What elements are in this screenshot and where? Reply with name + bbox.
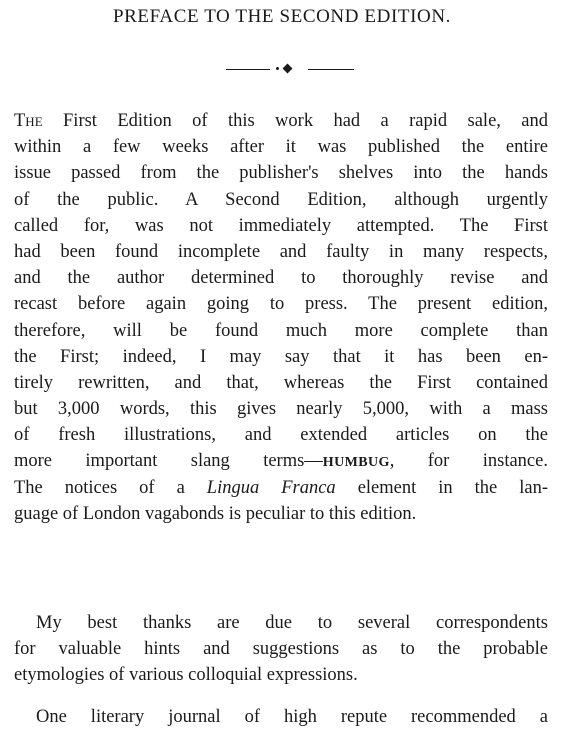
text-run: My best thanks are due to several correspondents [36, 613, 548, 633]
text-run: tirely rewritten, and that, whereas the First contained [14, 372, 548, 393]
text-run: One literary journal of high repute recommended a [36, 707, 548, 727]
text-line [14, 134, 548, 160]
text-run: etymologies of various colloquial expressions. [14, 665, 358, 686]
text-run: The notices of a [14, 477, 207, 498]
ornament-diamond-icon [283, 64, 293, 74]
text-run: guage of London vagabonds is peculiar to this edition. [14, 503, 417, 524]
text-line [14, 448, 548, 474]
text-run: recast before again going to press. The present edition, [14, 294, 548, 315]
ornament-right-rule [308, 69, 354, 70]
paragraph-2 [14, 610, 548, 689]
text-run: issue passed from the publisher's shelves into the hands [14, 163, 548, 184]
text-line [14, 291, 548, 317]
text-line [14, 501, 548, 527]
italic-term: Lingua Franca [206, 477, 336, 498]
text-line [14, 370, 548, 396]
page-heading: PREFACE TO THE SECOND EDITION. [112, 6, 452, 27]
text-line [14, 160, 548, 186]
text-line [14, 108, 548, 134]
text-run: and the author determined to thoroughly revise and [14, 268, 548, 289]
text-run: of fresh illustrations, and extended articles on the [14, 425, 548, 446]
text-run: of the public. A Second Edition, although urgently [14, 189, 548, 210]
text-run: called for, was not immediately attempted. The First [14, 215, 548, 236]
text-line [14, 213, 548, 239]
text-run: but 3,000 words, this gives nearly 5,000, with a mass [14, 399, 548, 420]
text-run: , for instance. [389, 451, 548, 472]
text-line [14, 704, 548, 730]
slang-term: HUMBUG [322, 455, 390, 471]
text-run: element in the lan- [335, 477, 548, 498]
paragraph-3 [14, 704, 548, 730]
text-run: First Edition of this work had a rapid sale, and [42, 111, 548, 131]
ornamental-rule-icon [226, 62, 354, 76]
text-line [14, 636, 548, 662]
paragraph-1 [14, 108, 548, 527]
smallcaps-word: The [14, 111, 43, 131]
text-line [14, 239, 548, 265]
text-line [14, 610, 548, 636]
ornament-left-rule [226, 69, 270, 70]
text-run: within a few weeks after it was published the entire [14, 137, 548, 158]
text-run: the First; indeed, I may say that it has been en- [14, 346, 548, 367]
text-line [14, 187, 548, 213]
text-line [14, 662, 548, 688]
text-line [14, 318, 548, 344]
ornament-dot [276, 67, 279, 70]
text-run: had been found incomplete and faulty in many respects, [14, 241, 548, 262]
text-line [14, 396, 548, 422]
text-line [14, 475, 548, 501]
text-line [14, 265, 548, 291]
text-run: for valuable hints and suggestions as to the probable [14, 639, 548, 660]
text-run: more important slang terms— [14, 451, 323, 472]
text-line [14, 422, 548, 448]
text-line [14, 344, 548, 370]
text-run: therefore, will be found much more complete than [14, 320, 548, 341]
